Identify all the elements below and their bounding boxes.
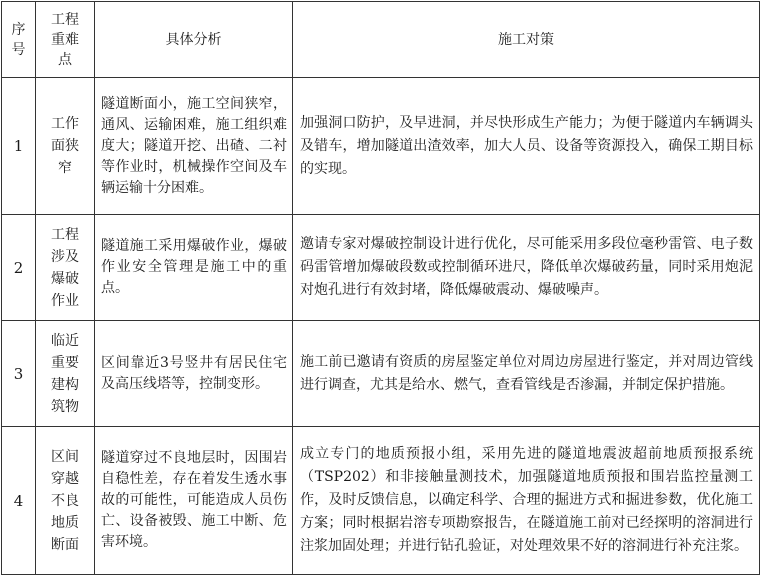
table-row bbox=[2, 321, 760, 427]
row-seq-cell bbox=[2, 78, 36, 215]
row-difficulty: 区间 穿越 不良 地质 断面 bbox=[51, 448, 79, 553]
row-measures: 施工前已邀请有资质的房屋鉴定单位对周边房屋进行鉴定，并对周边管线进行调查，尤其是给水、燃气，查看管线是否渗漏，并制定保护措施。 bbox=[300, 353, 753, 393]
row-seq-cell bbox=[2, 215, 36, 321]
row-analysis: 区间靠近3号竖井有居民住宅及高压线塔等，控制变形。 bbox=[101, 354, 287, 392]
row-measures: 成立专门的地质预报小组，采用先进的隧道地震波超前地质预报系统（TSP202）和非接触量测技术，加强隧道地质预报和围岩监控量测工作，及时反馈信息，以确定科学、合理的掘进方式和掘进参数，优化施工方案；同时根据岩溶专项勘察报告，在隧道施工前对已经探明的溶洞进行注浆加固处理；并进行钻孔验证，对处理效果不好的溶洞进行补充注浆。 bbox=[300, 446, 753, 554]
row-seq: 4 bbox=[13, 491, 24, 510]
construction-difficulty-table bbox=[1, 1, 760, 575]
header-difficulty-label: 工程 重难 点 bbox=[51, 11, 79, 68]
row-difficulty-cell bbox=[36, 427, 95, 575]
row-measures-cell bbox=[293, 78, 760, 215]
row-difficulty: 工程 涉及 爆破 作业 bbox=[51, 226, 79, 309]
row-analysis-cell bbox=[95, 215, 293, 321]
row-seq: 1 bbox=[13, 137, 24, 155]
header-seq bbox=[2, 2, 36, 78]
row-difficulty: 临近 重要 建构 筑物 bbox=[51, 332, 79, 415]
row-measures: 邀请专家对爆破控制设计进行优化，尽可能采用多段位毫秒雷管、电子数码雷管增加爆破段数或控制循环进尺，降低单次爆破药量，同时采用炮泥对炮孔进行有效封堵，降低爆破震动、爆破噪声。 bbox=[300, 236, 753, 298]
header-analysis-label: 具体分析 bbox=[165, 31, 222, 48]
row-measures: 加强洞口防护，及早进洞，并尽快形成生产能力；为便于隧道内车辆调头及错车，增加隧道出渣效率，加大人员、设备等资源投入，确保工期目标的实现。 bbox=[300, 114, 753, 177]
row-analysis-cell bbox=[95, 321, 293, 427]
table-header-row bbox=[2, 2, 760, 78]
row-analysis-cell bbox=[95, 78, 293, 215]
row-analysis: 隧道断面小，施工空间狭窄，通风、运输困难，施工组织难度大；隧道开挖、出碴、二衬等作业时，机械操作空间及车辆运输十分困难。 bbox=[101, 95, 287, 196]
row-analysis: 隧道穿过不良地层时，因围岩自稳性差，存在着发生透水事故的可能性，可能造成人员伤亡、设备被毁、施工中断、危害环境。 bbox=[101, 450, 287, 550]
table-row bbox=[2, 427, 760, 575]
row-analysis: 隧道施工采用爆破作业，爆破作业安全管理是施工中的重点。 bbox=[101, 238, 287, 296]
row-difficulty-cell bbox=[36, 78, 95, 215]
header-measures-label: 施工对策 bbox=[498, 31, 554, 48]
table-row bbox=[2, 215, 760, 321]
table-row bbox=[2, 78, 760, 215]
row-measures-cell bbox=[293, 321, 760, 427]
construction-difficulty-table-container bbox=[1, 1, 760, 575]
row-measures-cell bbox=[293, 427, 760, 575]
row-seq-cell bbox=[2, 427, 36, 575]
row-difficulty-cell bbox=[36, 321, 95, 427]
row-analysis-cell bbox=[95, 427, 293, 575]
row-seq: 2 bbox=[13, 258, 24, 277]
header-difficulty bbox=[36, 2, 95, 78]
row-seq: 3 bbox=[13, 364, 24, 383]
header-analysis bbox=[95, 2, 293, 78]
row-difficulty: 工作 面狭 窄 bbox=[51, 116, 79, 176]
header-seq-label: 序 号 bbox=[11, 21, 26, 58]
row-seq-cell bbox=[2, 321, 36, 427]
row-difficulty-cell bbox=[36, 215, 95, 321]
row-measures-cell bbox=[293, 215, 760, 321]
header-measures bbox=[293, 2, 760, 78]
